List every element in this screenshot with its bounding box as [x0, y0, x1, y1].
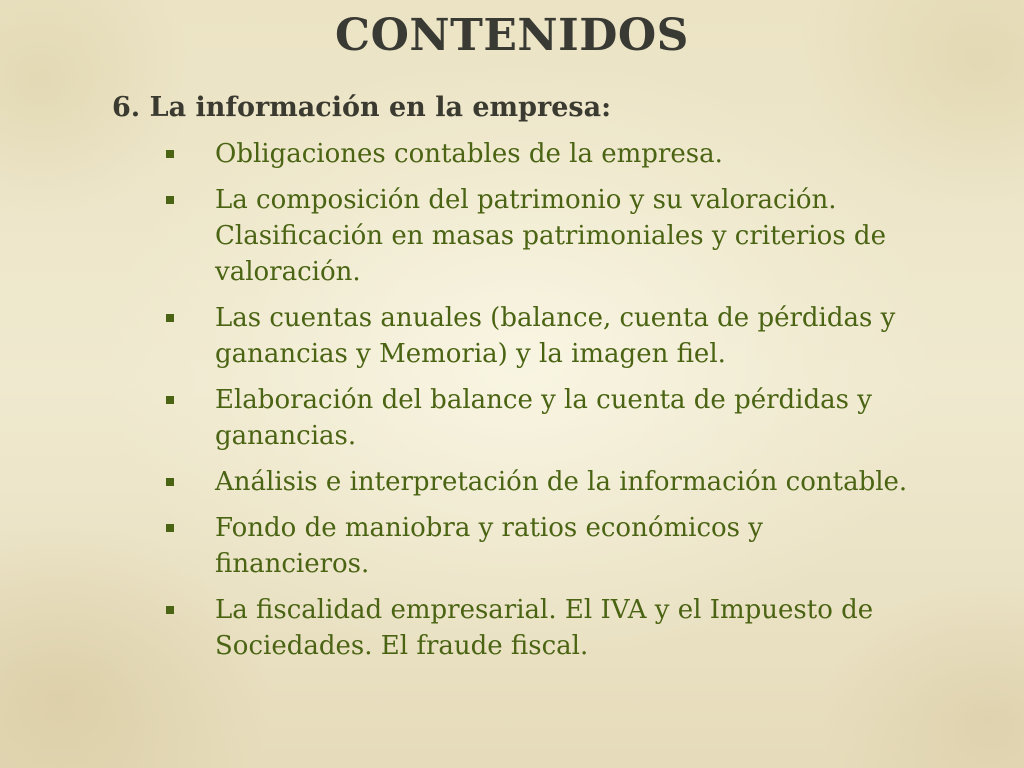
square-bullet-icon	[166, 196, 174, 204]
slide-title: CONTENIDOS	[335, 10, 689, 61]
bullet-text: Análisis e interpretación de la información contable.	[215, 467, 908, 497]
section-heading: 6. La información en la empresa:	[112, 92, 612, 123]
bullet-text: Las cuentas anuales (balance, cuenta de pérdidas y ganancias y Memoria) y la imagen fiel.	[215, 303, 896, 369]
bullet-text: Obligaciones contables de la empresa.	[215, 139, 723, 169]
bullet-item	[160, 300, 920, 372]
square-bullet-icon	[166, 478, 174, 486]
bullet-item	[160, 136, 920, 172]
square-bullet-icon	[166, 314, 174, 322]
bullet-item	[160, 382, 920, 454]
square-bullet-icon	[166, 524, 174, 532]
square-bullet-icon	[166, 606, 174, 614]
bullet-item	[160, 464, 920, 500]
bullet-text: Fondo de maniobra y ratios económicos y financieros.	[215, 513, 763, 579]
bullet-item	[160, 182, 920, 290]
bullet-text: Elaboración del balance y la cuenta de pérdidas y ganancias.	[215, 385, 872, 451]
square-bullet-icon	[166, 396, 174, 404]
bullet-text: La composición del patrimonio y su valoración. Clasificación en masas patrimoniales y criterios de valoración.	[215, 185, 886, 287]
bullet-text: La fiscalidad empresarial. El IVA y el Impuesto de Sociedades. El fraude fiscal.	[215, 595, 874, 661]
square-bullet-icon	[166, 150, 174, 158]
bullet-list	[160, 136, 920, 674]
bullet-item	[160, 510, 920, 582]
bullet-item	[160, 592, 920, 664]
